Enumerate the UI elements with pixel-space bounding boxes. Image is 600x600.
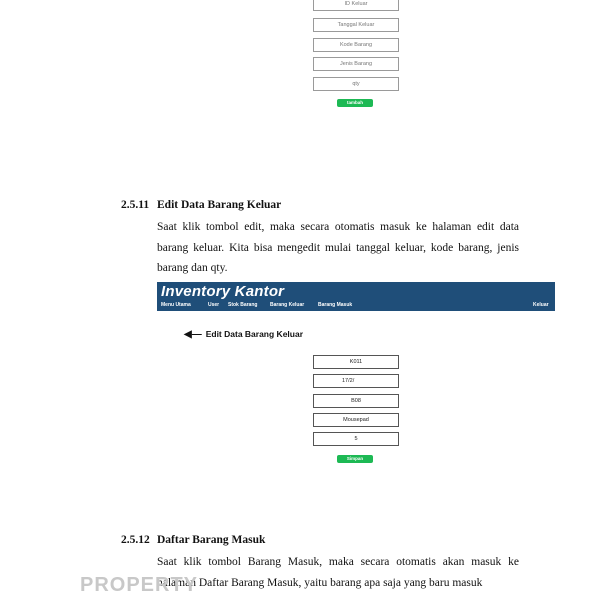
watermark: PROPERTY (80, 574, 199, 596)
section-paragraph-edit: Saat klik tombol edit, maka secara otomatis masuk ke halaman edit data barang keluar. Kita bisa mengedit mulai tanggal keluar, kode barang, jenis barang dan qty. (157, 221, 519, 274)
tanggal-keluar-field[interactable]: Tanggal Keluar (313, 18, 399, 32)
kode-barang-input[interactable]: B08 (313, 394, 399, 408)
section-title: Daftar Barang Masuk (157, 534, 266, 546)
nav-stok-barang[interactable]: Stok Barang (228, 302, 258, 308)
jenis-barang-input[interactable]: Mousepad (313, 413, 399, 427)
back-label: Edit Data Barang Keluar (205, 329, 304, 339)
tambah-button[interactable]: tambah (337, 99, 373, 107)
section-heading-edit (121, 199, 281, 211)
section-number: 2.5.12 (121, 534, 150, 546)
app-title: Inventory Kantor (161, 283, 285, 300)
app-header (157, 282, 555, 311)
section-heading-masuk (121, 534, 265, 546)
logout-link[interactable]: Keluar (533, 302, 549, 308)
qty-input[interactable]: 5 (313, 432, 399, 446)
section-number: 2.5.11 (121, 199, 150, 211)
section-title: Edit Data Barang Keluar (157, 199, 282, 211)
jenis-barang-field[interactable]: Jenis Barang (313, 57, 399, 71)
qty-field[interactable]: qty (313, 77, 399, 91)
tanggal-keluar-input[interactable]: 17/2/ (313, 374, 399, 388)
kode-barang-field[interactable]: Kode Barang (313, 38, 399, 52)
nav-menu-utama[interactable]: Menu Utama (161, 302, 191, 308)
nav-user[interactable]: User (208, 302, 220, 308)
section-paragraph-masuk: Saat klik tombol Barang Masuk, maka secara otomatis akan masuk ke halaman Daftar Barang Masuk, yaitu barang apa saja yang baru masuk (157, 556, 519, 589)
nav-barang-keluar[interactable]: Barang Keluar (270, 302, 305, 308)
simpan-button[interactable]: Simpan (337, 455, 373, 463)
nav-barang-masuk[interactable]: Barang Masuk (318, 302, 353, 308)
arrow-left-icon: ◀— (184, 329, 202, 340)
id-keluar-field[interactable]: ID Keluar (313, 0, 399, 11)
back-link[interactable] (184, 329, 303, 340)
id-keluar-input[interactable]: K011 (313, 355, 399, 369)
